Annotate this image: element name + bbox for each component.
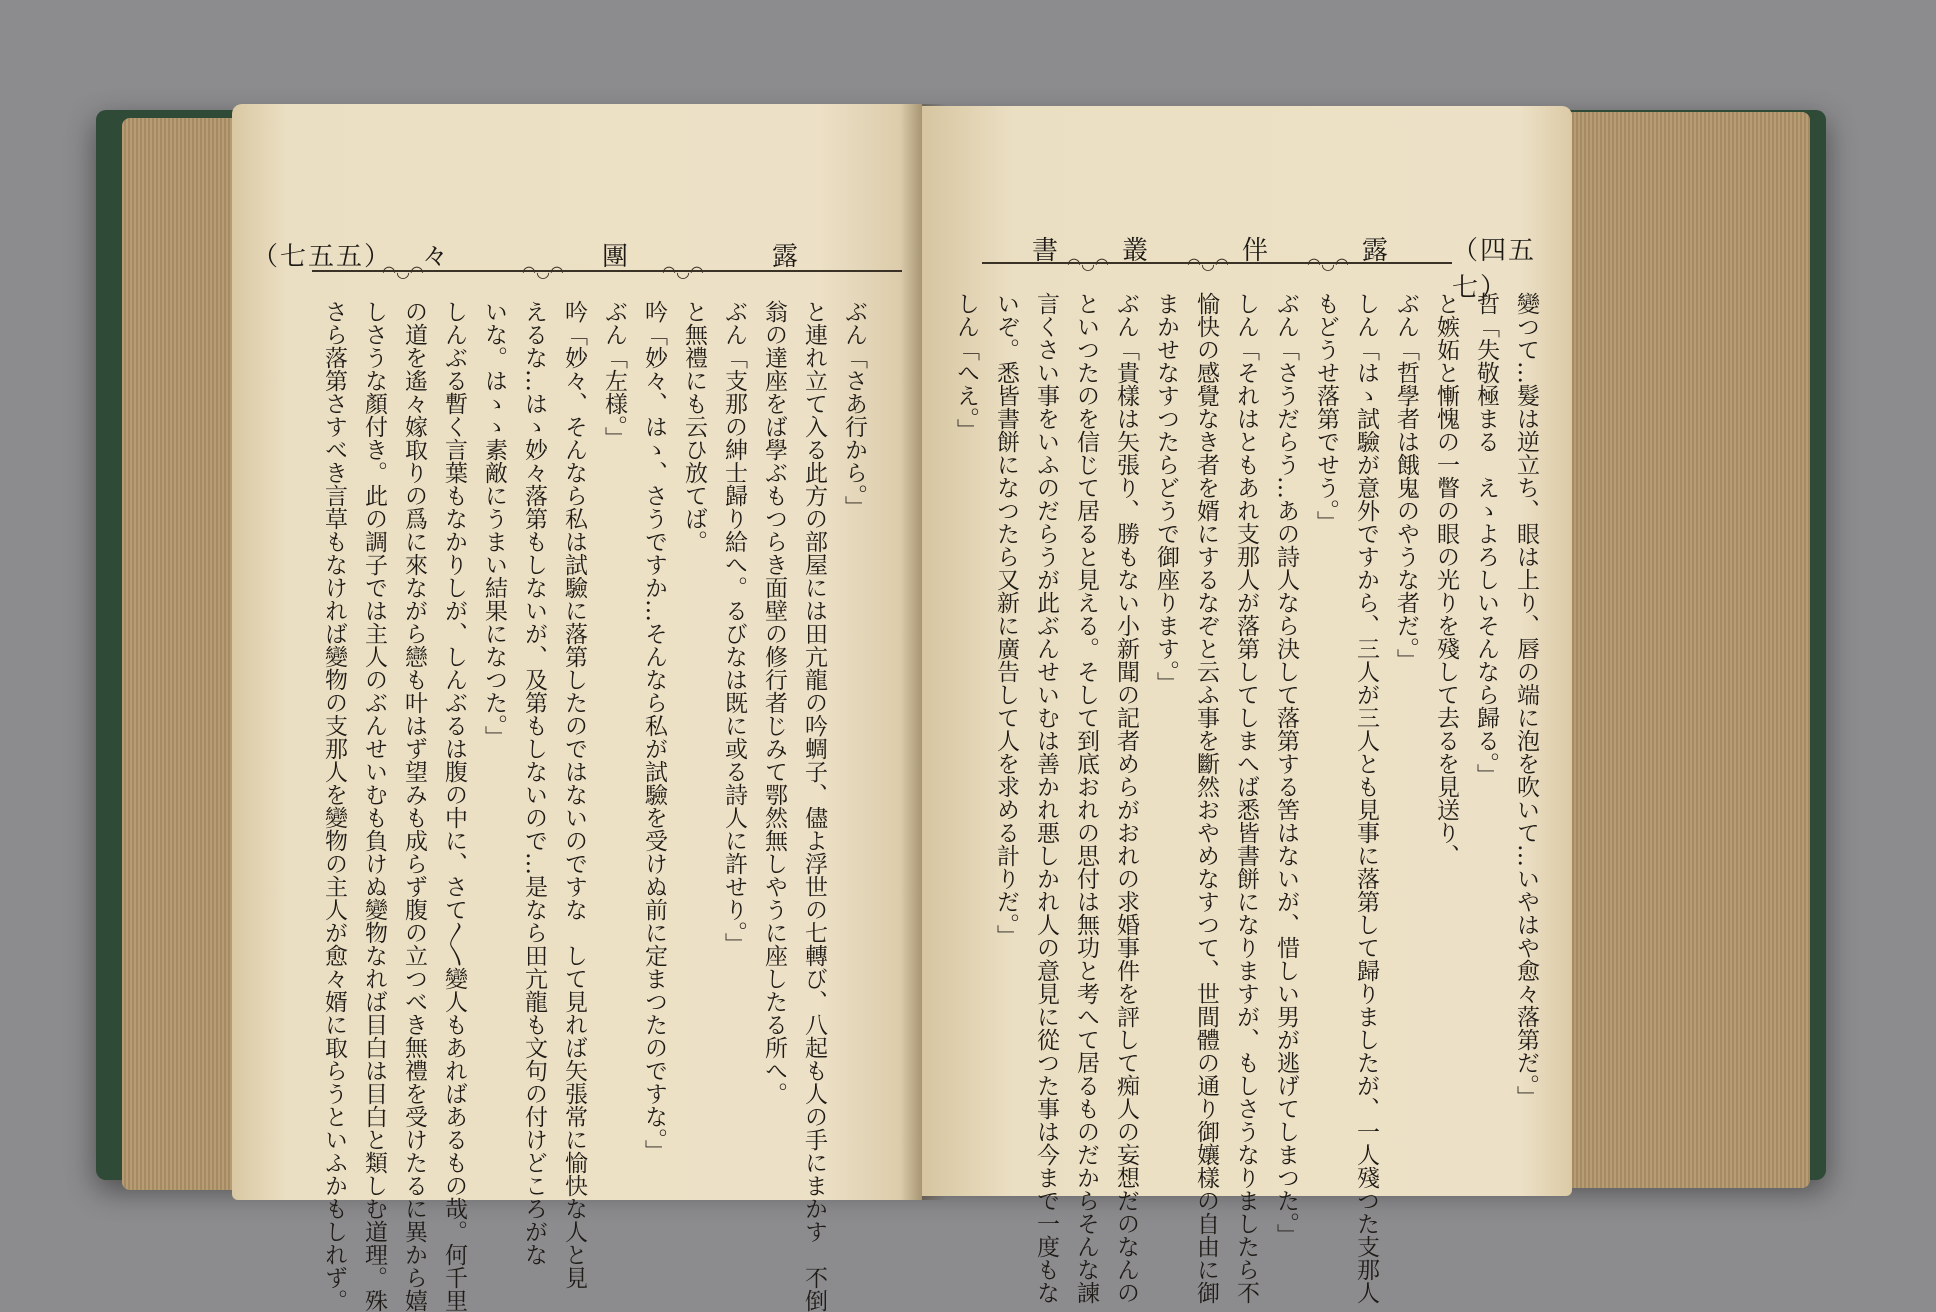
text-line: ぶん「貴樣は矢張り、勝もない小新聞の記者めらがおれの求婚事件を評して痴人の妄想だのなんの (1113, 292, 1139, 1304)
text-line: 愉快の感覺なき者を婿にするなぞと云ふ事を斷然おやめなすつて、世間體の通り御孃樣の自由に御 (1193, 292, 1219, 1304)
right-header-char-2: 伴 (1242, 236, 1271, 266)
text-line: と連れ立て入る此方の部屋には田亢龍の吟蜩子、儘よ浮世の七轉び、八起も人の手にまかす 不倒 (801, 300, 827, 1312)
left-header-ornament: ◠◡◠ (382, 262, 424, 281)
left-page (232, 104, 922, 1312)
text-line: ぶん「左様。」 (601, 300, 627, 450)
left-header-ornament: ◠◡◠ (662, 262, 704, 281)
left-page-number: （七五五） (252, 242, 393, 272)
text-line: と無禮にも云ひ放てば。 (681, 300, 707, 553)
right-page-text (946, 292, 1546, 1304)
text-line: えるな…はゝ妙々落第もしないが、及第もしないので…是なら田亢龍も文句の付けどころがな (521, 300, 547, 1266)
left-header-char-1: 露 (772, 242, 801, 272)
text-line: 言くさい事をいふのだらうが此ぶんせいむは善かれ悪しかれ人の意見に從つた事は今まで一度もな (1033, 292, 1059, 1304)
text-line: 變つて…髮は逆立ち、眼は上り、唇の端に泡を吹いて…いやはや愈々落第だ。」 (1513, 292, 1539, 1109)
text-line: といつたのを信じて居ると見える。そして到底おれの思付は無功と考へて居るものだからそんな諫 (1073, 292, 1099, 1304)
right-header-ornament: ◠◡◠ (1307, 254, 1349, 273)
right-page-edges (1570, 112, 1810, 1188)
right-header-ornament: ◠◡◠ (1187, 254, 1229, 273)
text-line: さら落第さすべき言草もなければ變物の支那人を變物の主人が愈々婿に取らうといふかもしれず。 (321, 300, 347, 1312)
text-line: ぶん「支那の紳士歸り給へ。るびなは既に或る詩人に許せり。」 (721, 300, 747, 956)
right-page-number: （四五七） (1452, 236, 1537, 303)
text-line: まかせなすつたらどうで御座ります。」 (1153, 292, 1179, 695)
text-line: 哲「失敬極まる えゝよろしいそんなら歸る。」 (1473, 292, 1499, 787)
left-page-text (314, 300, 874, 1312)
text-line: しん「へえ。」 (953, 292, 979, 442)
text-line: ぶん「さうだらう…あの詩人なら決して落第する筈はないが、惜しい男が逃げてしまつた。」 (1273, 292, 1299, 1247)
left-header-ornament: ◠◡◠ (522, 262, 564, 281)
right-header-ornament: ◠◡◠ (1067, 254, 1109, 273)
text-line: しんぶる暫く言葉もなかりしが、しんぶるは腹の中に、さて〳〵變人もあればあるもの哉。何千里 (441, 300, 467, 1312)
text-line: 吟「妙々、はゝ、さうですか…そんなら私が試驗を受けぬ前に定まつたのですな。」 (641, 300, 667, 1163)
text-line: ぶん「さあ行から。」 (841, 300, 867, 519)
text-line: いな。はゝゝ素敵にうまい結果になつた。」 (481, 300, 507, 749)
text-line: ぶん「哲學者は餓鬼のやうな者だ。」 (1393, 292, 1419, 672)
text-line: 吟「妙々、そんなら私は試驗に落第したのではないのですな して見れば矢張常に愉快な人と見 (561, 300, 587, 1289)
right-page (922, 106, 1572, 1304)
right-header-char-1: 露 (1362, 236, 1391, 266)
text-line: 翁の達座をば學ぶもつらき面壁の修行者じみて鄂然無しやうに座したる所へ。 (761, 300, 787, 1105)
text-line: と嫉妬と慚愧の一瞥の眼の光りを殘して去るを見送り、 (1433, 292, 1459, 867)
right-header-char-4: 書 (1032, 236, 1061, 266)
text-line: しん「それはともあれ支那人が落第してしまへば悉皆書餅になりますが、もしさうなりましたら不 (1233, 292, 1259, 1304)
text-line: しん「はゝ試驗が意外ですから、三人が三人とも見事に落第して歸りましたが、一人殘つた支那人 (1353, 292, 1379, 1304)
right-header-char-3: 叢 (1122, 236, 1151, 266)
text-line: いぞ。悉皆書餅になつたら又新に廣告して人を求める計りだ。」 (993, 292, 1019, 948)
text-line: もどうせ落第でせう。」 (1313, 292, 1339, 534)
left-header-char-2: 團 (602, 242, 631, 272)
text-line: の道を遙々嫁取りの爲に來ながら戀も叶はず望みも成らず腹の立つべき無禮を受けたるに異から嬉 (401, 300, 427, 1312)
left-header-char-3: 々 (422, 242, 451, 272)
text-line: しさうな顏付き。此の調子では主人のぶんせいむも負けぬ變物なれば目白は目白と類しむ道理。殊 (361, 300, 387, 1312)
